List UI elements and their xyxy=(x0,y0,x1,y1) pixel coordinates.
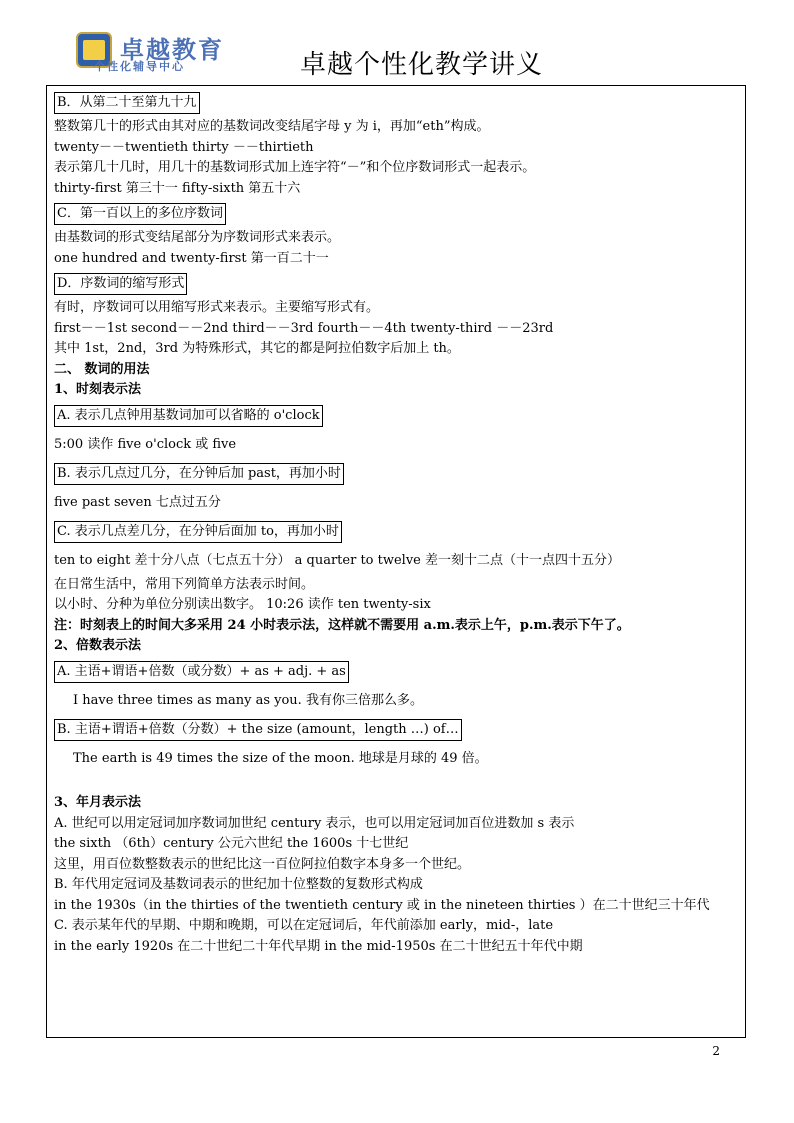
section-heading: 二、 数词的用法 xyxy=(54,361,150,377)
rule-box: A. 表示几点钟用基数词加可以省略的 o'clock xyxy=(54,405,323,427)
text-line: 在日常生活中，常用下列简单方法表示时间。 xyxy=(54,576,315,592)
rule-box: A. 主语+谓语+倍数（或分数）+ as + adj. + as xyxy=(54,661,349,683)
subsection-heading-b: B．从第二十至第九十九 xyxy=(54,92,200,114)
text-line: B. 年代用定冠词及基数词表示的世纪加十位整数的复数形式构成 xyxy=(54,877,423,892)
rule-box: B. 表示几点过几分，在分钟后加 past，再加小时 xyxy=(54,463,344,485)
rule-box: C. 表示几点差几分，在分钟后面加 to，再加小时 xyxy=(54,521,342,543)
text-line: 整数第几十的形式由其对应的基数词改变结尾字母 y 为 i，再加“eth”构成。 xyxy=(54,119,490,134)
logo-main-text: 卓越教育 xyxy=(120,36,224,64)
subsection-heading-c: C．第一百以上的多位序数词 xyxy=(54,203,226,225)
document-body xyxy=(54,88,744,957)
subsection-title: 3、年月表示法 xyxy=(54,795,142,810)
example-line: first－－1st second－－2nd third－－3rd fourth－－4th twenty-third －－23rd xyxy=(54,320,554,336)
example-line: five past seven 七点过五分 xyxy=(54,494,221,510)
logo-sub-text: 个性化辅导中心 xyxy=(94,60,185,73)
text-line: 以小时、分种为单位分别读出数字。 10:26 读作 ten twenty-six xyxy=(54,597,431,612)
subsection-title: 2、倍数表示法 xyxy=(54,638,142,653)
example-line: thirty-first 第三十一 fifty-sixth 第五十六 xyxy=(54,180,301,196)
example-line: 5:00 读作 five o'clock 或 five xyxy=(54,436,237,452)
subsection-heading-d: D．序数词的缩写形式 xyxy=(54,273,187,295)
company-logo xyxy=(76,30,256,74)
page-number: 2 xyxy=(712,1044,720,1058)
text-line: 由基数词的形式变结尾部分为序数词形式来表示。 xyxy=(54,230,341,245)
example-line: the sixth （6th）century 公元六世纪 the 1600s 十七世纪 xyxy=(54,836,409,851)
blank-line xyxy=(54,773,744,794)
text-line: A. 世纪可以用定冠词加序数词加世纪 century 表示，也可以用定冠词加百位进数加 s 表示 xyxy=(54,815,575,831)
page-title: 卓越个性化教学讲义 xyxy=(300,50,544,80)
text-line: 其中 1st，2nd，3rd 为特殊形式，其它的都是阿拉伯数字后加上 th。 xyxy=(54,341,460,356)
example-line: twenty－－twentieth thirty －－thirtieth xyxy=(54,139,314,155)
text-line: 有时，序数词可以用缩写形式来表示。主要缩写形式有。 xyxy=(54,300,380,315)
example-line: I have three times as many as you. 我有你三倍那么多。 xyxy=(73,692,423,708)
rule-box: B. 主语+谓语+倍数（分数）+ the size (amount，length …) of… xyxy=(54,719,462,741)
text-line: C. 表示某年代的早期、中期和晚期，可以在定冠词后，年代前添加 early，mid-，late xyxy=(54,918,554,933)
example-line: in the early 1920s 在二十世纪二十年代早期 in the mid-1950s 在二十世纪五十年代中期 xyxy=(54,938,583,954)
note-line: 注：时刻表上的时间大多采用 24 小时表示法，这样就不需要用 a.m.表示上午，p.m.表示下午了。 xyxy=(54,617,630,633)
subsection-title: 1、时刻表示法 xyxy=(54,382,142,397)
text-line: 表示第几十几时，用几十的基数词形式加上连字符“－”和个位序数词形式一起表示。 xyxy=(54,160,536,175)
text-line: 这里，用百位数整数表示的世纪比这一百位阿拉伯数字本身多一个世纪。 xyxy=(54,856,471,872)
example-line: ten to eight 差十分八点（七点五十分） a quarter to twelve 差一刻十二点（十一点四十五分） xyxy=(54,552,621,568)
example-line: one hundred and twenty-first 第一百二十一 xyxy=(54,250,329,266)
example-line: The earth is 49 times the size of the moon. 地球是月球的 49 倍。 xyxy=(73,750,488,766)
example-line: in the 1930s（in the thirties of the twentieth century 或 in the nineteen thirties ）在二十世纪三十年代 xyxy=(54,897,710,913)
